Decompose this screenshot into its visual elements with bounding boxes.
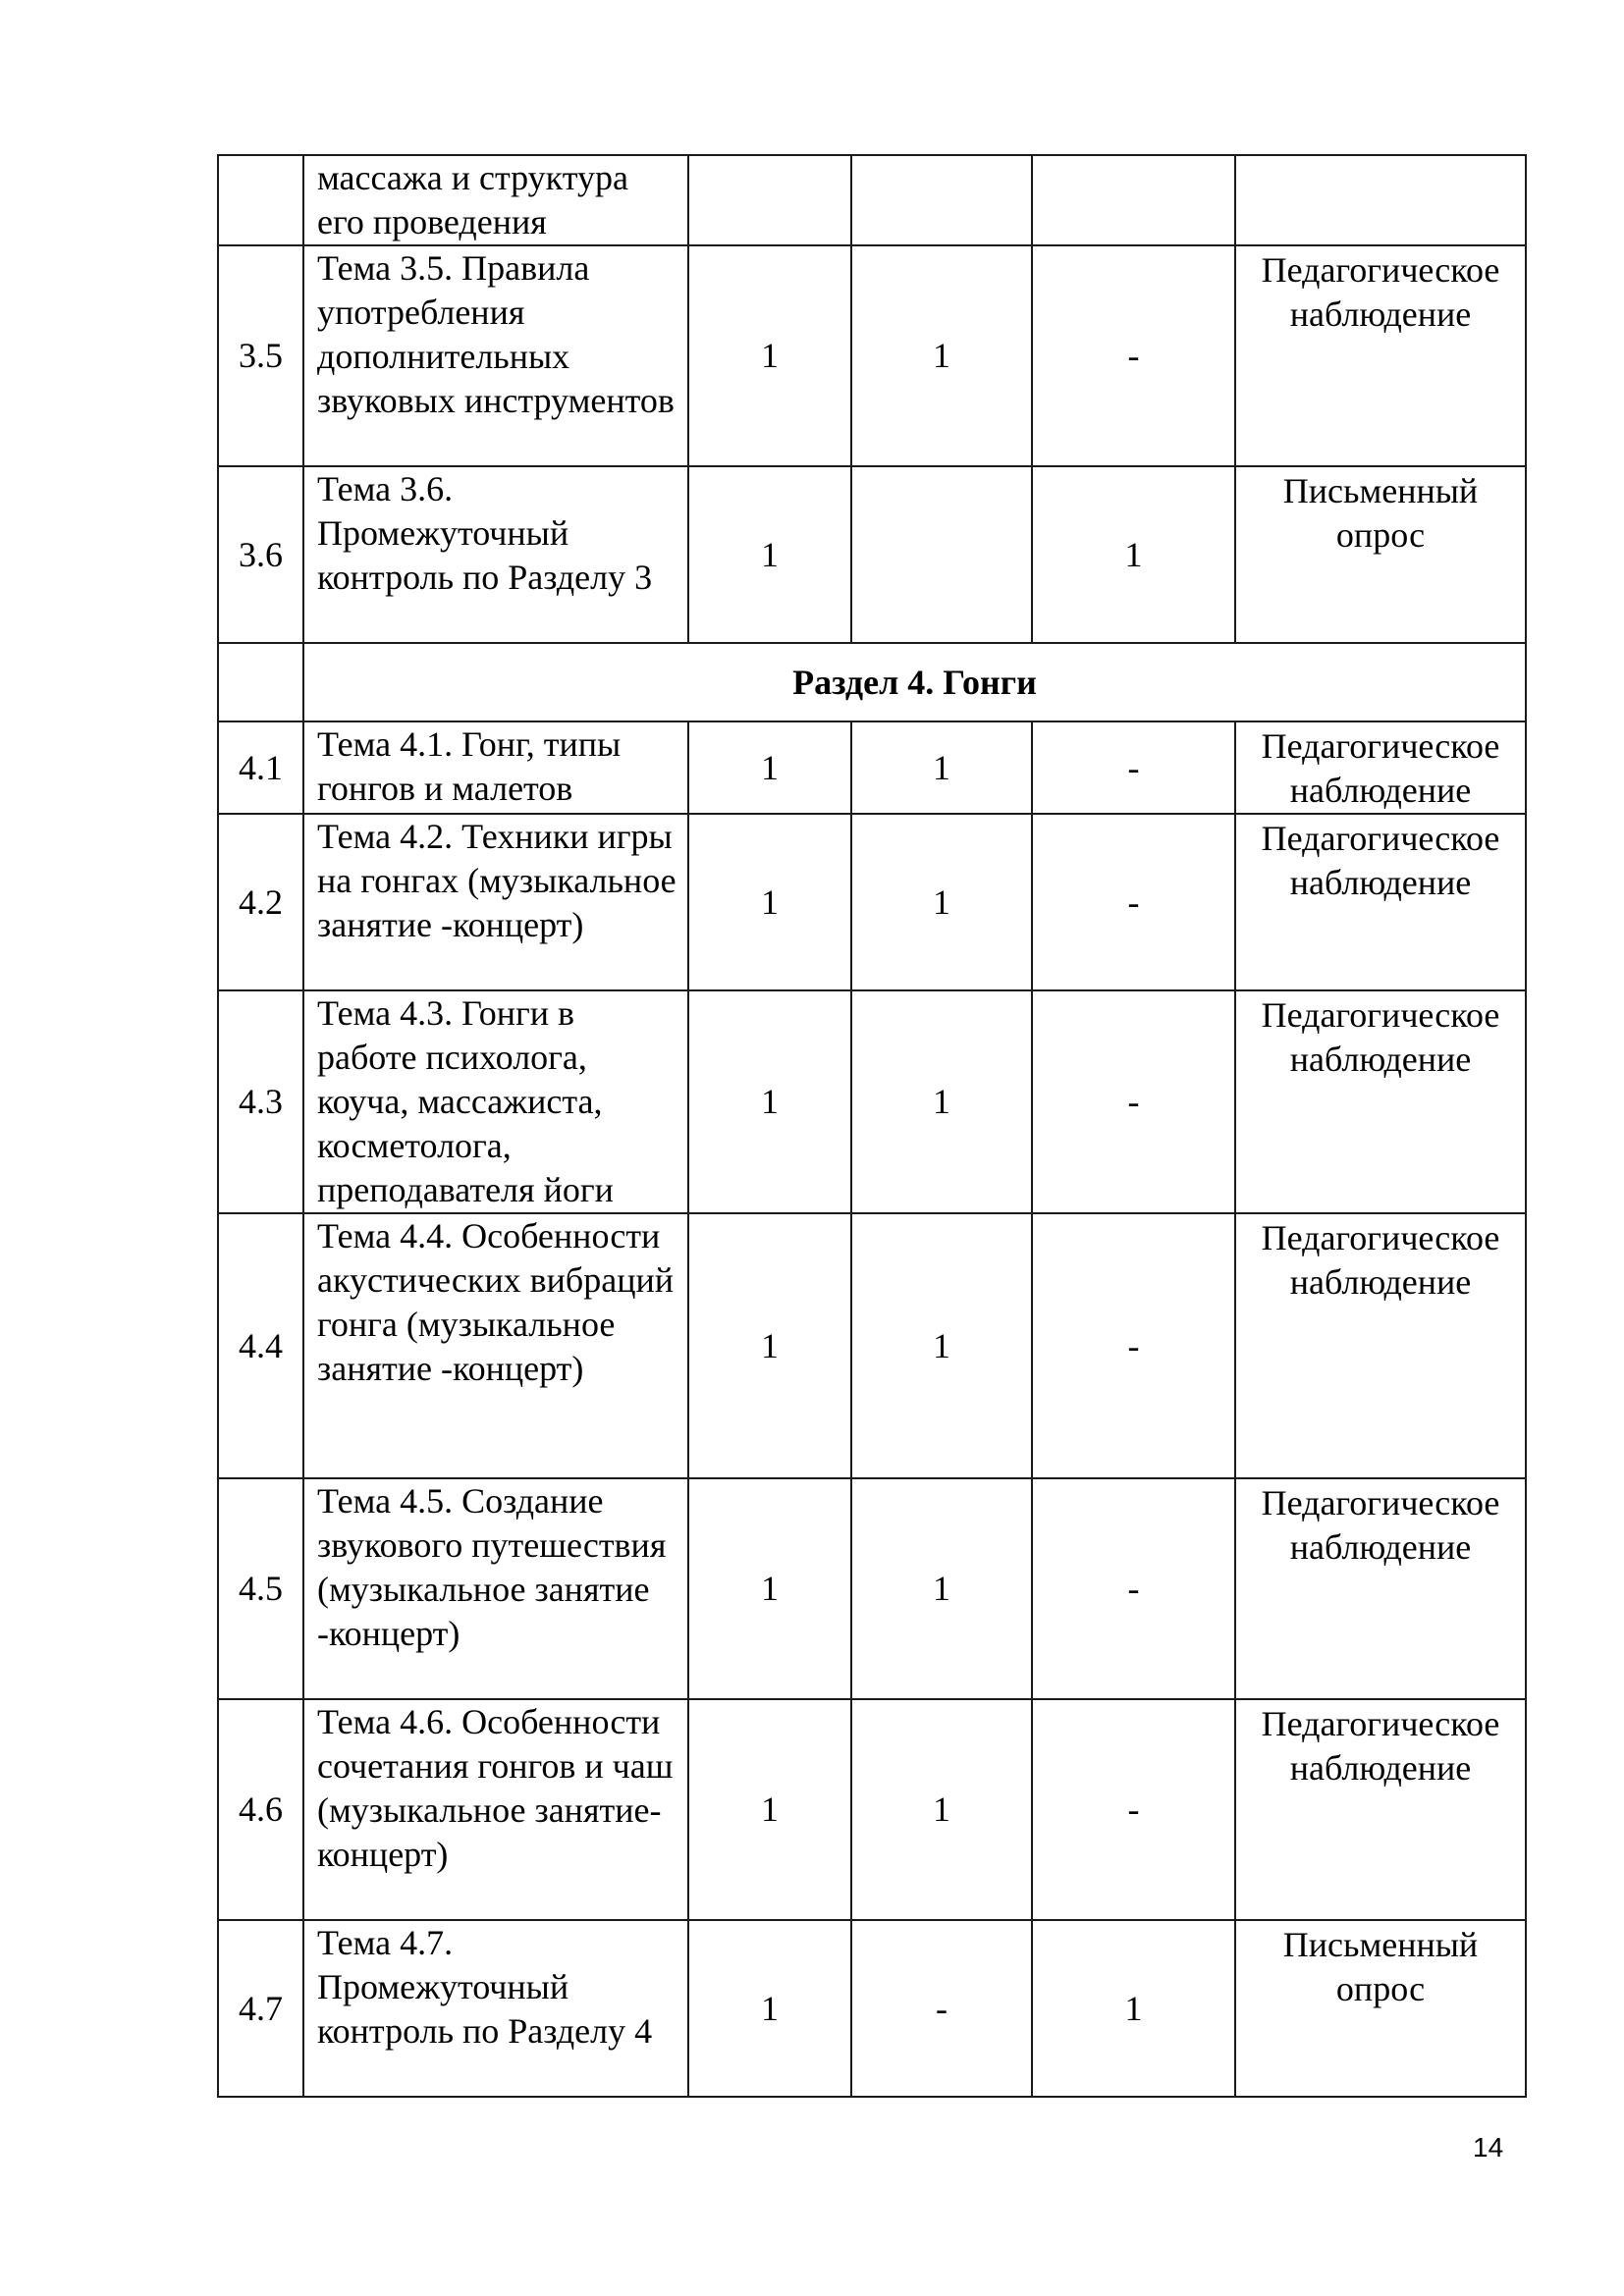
page-number: 14	[1473, 2132, 1504, 2163]
hours-theory: 1	[851, 990, 1032, 1213]
assessment-form: Педагогическое наблюдение	[1235, 990, 1526, 1213]
hours-total: 1	[688, 814, 851, 990]
table-row	[218, 245, 1526, 466]
topic-title: Тема 4.3. Гонги в работе психолога, коуча, массажиста, косметолога, преподавателя йоги	[303, 990, 688, 1213]
hours-theory: 1	[851, 814, 1032, 990]
table-row	[218, 990, 1526, 1213]
hours-practice: -	[1032, 1213, 1235, 1478]
table-row	[218, 1920, 1526, 2097]
hours-practice: 1	[1032, 1920, 1235, 2097]
row-number: 4.3	[218, 990, 303, 1213]
hours-practice: -	[1032, 245, 1235, 466]
hours-practice: -	[1032, 1478, 1235, 1699]
assessment-form: Педагогическое наблюдение	[1235, 1213, 1526, 1478]
hours-total: 1	[688, 721, 851, 814]
hours-theory: -	[851, 1920, 1032, 2097]
hours-practice: 1	[1032, 466, 1235, 643]
hours-practice: -	[1032, 990, 1235, 1213]
hours-theory	[851, 466, 1032, 643]
topic-title: Тема 3.6. Промежуточный контроль по Разделу 3	[303, 466, 688, 643]
topic-title: Тема 4.4. Особенности акустических вибраций гонга (музыкальное занятие -концерт)	[303, 1213, 688, 1478]
row-number: 4.5	[218, 1478, 303, 1699]
row-number: 4.7	[218, 1920, 303, 2097]
assessment-form: Педагогическое наблюдение	[1235, 814, 1526, 990]
assessment-form: Педагогическое наблюдение	[1235, 245, 1526, 466]
hours-practice: -	[1032, 814, 1235, 990]
hours-total: 1	[688, 1699, 851, 1920]
hours-total: 1	[688, 1478, 851, 1699]
table-row	[218, 466, 1526, 643]
assessment-form: Педагогическое наблюдение	[1235, 1478, 1526, 1699]
topic-title: Тема 3.5. Правила употребления дополнительных звуковых инструментов	[303, 245, 688, 466]
hours-theory: 1	[851, 1699, 1032, 1920]
topic-title: Тема 4.5. Создание звукового путешествия (музыкальное занятие -концерт)	[303, 1478, 688, 1699]
hours-theory: 1	[851, 245, 1032, 466]
assessment-form: Педагогическое наблюдение	[1235, 1699, 1526, 1920]
hours-total: 1	[688, 1920, 851, 2097]
assessment-form: Педагогическое наблюдение	[1235, 721, 1526, 814]
row-number	[218, 155, 303, 245]
topic-title: Тема 4.6. Особенности сочетания гонгов и чаш (музыкальное занятие-концерт)	[303, 1699, 688, 1920]
topic-title: Тема 4.7. Промежуточный контроль по Разделу 4	[303, 1920, 688, 2097]
hours-theory: 1	[851, 1478, 1032, 1699]
hours-practice	[1032, 155, 1235, 245]
topic-title: Тема 4.1. Гонг, типы гонгов и малетов	[303, 721, 688, 814]
table-row	[218, 721, 1526, 814]
row-number: 4.4	[218, 1213, 303, 1478]
assessment-form: Письменный опрос	[1235, 466, 1526, 643]
row-number: 4.1	[218, 721, 303, 814]
assessment-form	[1235, 155, 1526, 245]
table-row	[218, 1213, 1526, 1478]
section-row	[218, 643, 1526, 721]
hours-total: 1	[688, 1213, 851, 1478]
topic-title: Тема 4.2. Техники игры на гонгах (музыкальное занятие -концерт)	[303, 814, 688, 990]
hours-theory: 1	[851, 721, 1032, 814]
hours-total: 1	[688, 466, 851, 643]
row-number	[218, 643, 303, 721]
hours-practice: -	[1032, 721, 1235, 814]
hours-total: 1	[688, 245, 851, 466]
table-row	[218, 1699, 1526, 1920]
row-number: 3.5	[218, 245, 303, 466]
hours-theory: 1	[851, 1213, 1032, 1478]
hours-total: 1	[688, 990, 851, 1213]
section-title: Раздел 4. Гонги	[303, 643, 1526, 721]
topic-title: массажа и структура его проведения	[303, 155, 688, 245]
row-number: 4.2	[218, 814, 303, 990]
hours-total	[688, 155, 851, 245]
table-row	[218, 814, 1526, 990]
hours-theory	[851, 155, 1032, 245]
table-row	[218, 155, 1526, 245]
row-number: 4.6	[218, 1699, 303, 1920]
assessment-form: Письменный опрос	[1235, 1920, 1526, 2097]
curriculum-table	[217, 154, 1527, 2098]
hours-practice: -	[1032, 1699, 1235, 1920]
row-number: 3.6	[218, 466, 303, 643]
table-row	[218, 1478, 1526, 1699]
